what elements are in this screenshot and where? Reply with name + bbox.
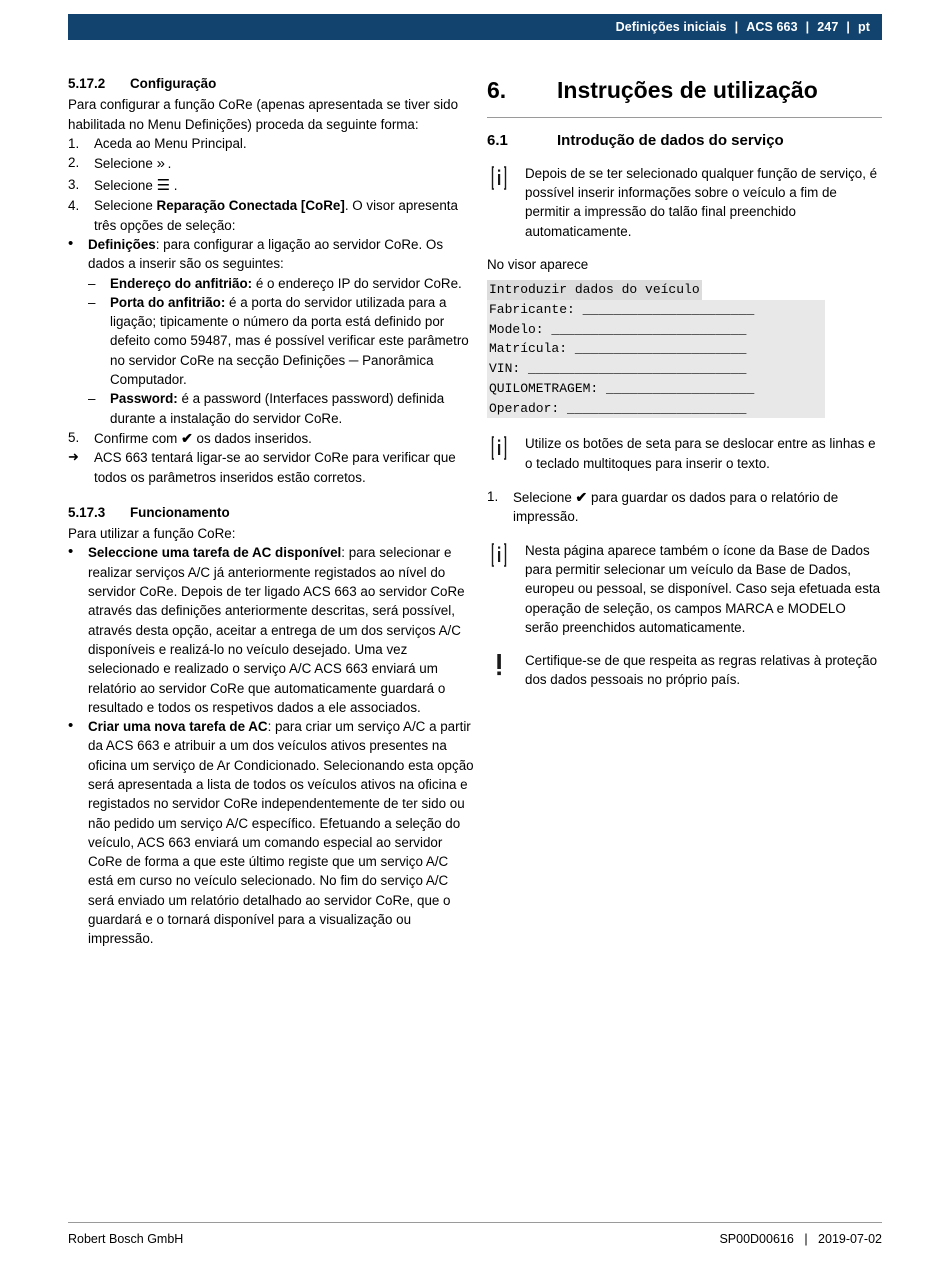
config-step-4-marker: 4. xyxy=(68,198,80,214)
note-info-1-text: Depois de se ter selecionado qualquer função de serviço, é possível inserir informações sobre o veículo a fim de permitir a impressão do talão final preenchido automaticamente. xyxy=(525,165,878,239)
left-column xyxy=(68,74,474,949)
config-step-1-text: Aceda ao Menu Principal. xyxy=(94,135,247,151)
footer-doc-number: SP00D00616 xyxy=(719,1232,794,1246)
config-step-3-marker: 3. xyxy=(68,176,80,192)
footer-company: Robert Bosch GmbH xyxy=(68,1232,184,1246)
save-step-1-marker: 1. xyxy=(487,489,499,505)
header-product: ACS 663 xyxy=(746,20,798,34)
funcionamento-bullet-1-bold: Seleccione uma tarefa de AC disponível xyxy=(88,545,342,561)
right-column xyxy=(487,74,882,704)
info-icon xyxy=(491,542,513,568)
footer-separator: | xyxy=(804,1232,808,1246)
config-intro-text: Para configurar a função CoRe (apenas apresentada se tiver sido habilitada no Menu Definições) proceda da seguinte forma: xyxy=(68,97,459,132)
config-sub-porta xyxy=(88,293,474,389)
config-step-4-bold: Reparação Conectada [CoRe] xyxy=(156,198,345,214)
note-warning-1 xyxy=(487,651,882,690)
footer-doc-info xyxy=(719,1232,882,1246)
config-sub-password xyxy=(88,389,474,428)
hamburger-menu-icon: ☰ xyxy=(156,176,171,194)
chevrons-right-icon: » xyxy=(156,155,164,173)
config-step-5-text-pre: Confirme com xyxy=(94,430,182,446)
display-field-vin[interactable]: VIN: ____________________________ xyxy=(487,359,825,379)
note-info-3-text: Nesta página aparece também o ícone da Base de Dados para permitir selecionar um veículo da Base de Dados, europeu ou pessoal, se disponível. Caso seja efetuada esta operação de seleção, os campos MARCA e MODELO serão preenchidos automaticamente. xyxy=(525,542,881,635)
config-result-note xyxy=(68,448,474,487)
funcionamento-intro-text: Para utilizar a função CoRe: xyxy=(68,526,236,542)
save-step-1 xyxy=(487,487,882,527)
note-info-3 xyxy=(487,541,882,637)
display-title: Introduzir dados do veículo xyxy=(487,280,702,300)
display-field-fabricante[interactable]: Fabricante: ______________________ xyxy=(487,300,825,320)
footer-divider xyxy=(68,1222,882,1223)
header-language: pt xyxy=(858,20,870,34)
config-bullet-definicoes-bold: Definições xyxy=(88,236,156,252)
heading-5-17-3 xyxy=(68,503,474,522)
config-sub-password-marker: – xyxy=(88,391,96,407)
heading-5-17-3-title: Funcionamento xyxy=(130,504,230,520)
section-6-1-number: 6.1 xyxy=(487,132,508,150)
note-info-2-text: Utilize os botões de seta para se deslocar entre as linhas e o teclado multitoques para inserir o texto. xyxy=(525,436,876,471)
funcionamento-bullet-2-bold: Criar uma nova tarefa de AC xyxy=(88,719,268,735)
section-6-1-title: Introdução de dados do serviço xyxy=(557,132,784,150)
config-sub-endereco-marker: – xyxy=(88,275,96,291)
config-step-4-text-post: . O visor apresenta três opções de seleção: xyxy=(94,198,458,233)
footer-date: 2019-07-02 xyxy=(818,1232,882,1246)
config-step-2-suffix: . xyxy=(167,156,172,172)
section-heading-6-1 xyxy=(487,130,882,152)
config-bullet-definicoes-marker: • xyxy=(68,234,74,252)
info-icon-svg xyxy=(491,435,507,461)
funcionamento-bullet-2 xyxy=(68,717,474,949)
heading-5-17-2-title: Configuração xyxy=(130,76,217,91)
config-step-2-text: Selecione xyxy=(94,156,153,172)
config-sub-porta-marker: – xyxy=(88,294,96,310)
config-sub-endereco-text: é o endereço IP do servidor CoRe. xyxy=(252,275,462,291)
warning-icon xyxy=(491,652,513,678)
header-section: Definições iniciais xyxy=(615,20,727,34)
header-page-number: 247 xyxy=(817,20,839,34)
funcionamento-bullet-1-text: : para selecionar e realizar serviços A/C já anteriormente registados ao nível do servidor CoRe. Depois de ter ligado ACS 663 ao servidor CoRe através das definições anteriormente descritas, será possível, através desta opção, aceitar a entrega de um dos serviços A/C disponíveis e realizá-lo no veículo desejado. Uma vez selecionado e realizado o serviço A/C ACS 663 enviará um relatório ao servidor CoRe que automaticamente guardará o resultado e todos os respetivos dados a ele associados. xyxy=(88,545,465,715)
funcionamento-bullet-1 xyxy=(68,543,474,717)
funcionamento-bullet-1-marker: • xyxy=(68,543,74,561)
config-step-5-text-post: os dados inseridos. xyxy=(192,430,312,446)
config-step-3-suffix: . xyxy=(173,177,178,193)
config-sub-endereco-bold: Endereço do anfitrião: xyxy=(110,275,253,291)
chapter-number: 6. xyxy=(487,77,507,103)
config-sub-porta-text: é a porta do servidor utilizada para a ligação; tipicamente o número da porta está definido por defeito como 59487, mas é possível verificar este parâmetro no servidor CoRe na secção Definições ─ Panorâmica Computador. xyxy=(110,294,469,388)
config-step-4 xyxy=(68,196,474,235)
config-sub-password-bold: Password: xyxy=(110,391,178,407)
config-step-4-text-pre: Selecione xyxy=(94,198,157,214)
funcionamento-bullet-2-marker: • xyxy=(68,717,74,735)
config-step-1-marker: 1. xyxy=(68,135,80,151)
config-result-note-text: ACS 663 tentará ligar-se ao servidor CoRe para verificar que todos os parâmetros inseridos estão corretos. xyxy=(94,450,456,485)
header-separator-2: | xyxy=(805,20,810,34)
config-sub-porta-bold: Porta do anfitrião: xyxy=(110,294,226,310)
page-header-bar xyxy=(68,14,882,40)
info-icon-svg xyxy=(491,542,507,568)
heading-5-17-2 xyxy=(68,74,474,93)
arrow-right-icon: ➜ xyxy=(68,449,79,465)
warning-icon-svg xyxy=(491,652,507,678)
header-separator-1: | xyxy=(734,20,739,34)
heading-5-17-3-number: 5.17.3 xyxy=(68,504,106,520)
check-icon: ✔ xyxy=(181,429,193,446)
chapter-divider xyxy=(487,117,882,118)
save-step-1-text-post: para guardar os dados para o relatório de impressão. xyxy=(513,490,839,525)
device-display-mock xyxy=(487,280,825,418)
check-icon: ✔ xyxy=(575,489,588,506)
display-field-quilometragem[interactable]: QUILOMETRAGEM: ___________________ xyxy=(487,379,825,399)
config-step-5 xyxy=(68,428,474,448)
info-icon xyxy=(491,165,513,191)
save-step-1-text-pre: Selecione xyxy=(513,490,576,506)
display-field-modelo[interactable]: Modelo: _________________________ xyxy=(487,320,825,340)
chapter-title: Instruções de utilização xyxy=(557,77,818,103)
info-icon xyxy=(491,435,513,461)
config-sub-endereco xyxy=(88,274,474,293)
config-bullet-definicoes xyxy=(68,235,474,274)
config-step-5-marker: 5. xyxy=(68,429,80,445)
note-info-1 xyxy=(487,164,882,241)
config-sub-password-text: é a password (Interfaces password) definida durante a instalação do servidor CoRe. xyxy=(110,391,445,426)
config-bullet-definicoes-text: : para configurar a ligação ao servidor CoRe. Os dados a inserir são os seguintes: xyxy=(88,236,444,272)
config-step-2 xyxy=(68,153,474,175)
heading-5-17-2-number: 5.17.2 xyxy=(68,76,106,91)
config-step-3-text: Selecione xyxy=(94,177,153,193)
display-field-matricula[interactable]: Matrícula: ______________________ xyxy=(487,339,825,359)
note-info-2 xyxy=(487,434,882,473)
funcionamento-bullet-2-text: : para criar um serviço A/C a partir da ACS 663 e atribuir a um dos veículos ativos presentes na oficina um serviço de Ar Condicionado. Selecionando esta opção será apresentada a lista de todos os veículos ativos na oficina e registados no servidor CoRe independentemente de ter sido ou não pedido um serviço A/C específico. Efetuando a seleção do veículo, ACS 663 enviará um comando especial ao servidor CoRe de forma a que este último registe que um serviço A/C está em curso no veículo selecionado. No fim do serviço A/C será enviado um relatório detalhado ao servidor CoRe, que o guardará e o tornará disponível para a visualização ou impressão. xyxy=(88,719,474,947)
chapter-heading xyxy=(487,74,882,107)
config-step-1 xyxy=(68,134,474,153)
info-icon-svg xyxy=(491,165,507,191)
display-intro-text: No visor aparece xyxy=(487,256,589,272)
config-step-2-marker: 2. xyxy=(68,155,80,171)
display-field-operador[interactable]: Operador: _______________________ xyxy=(487,399,825,419)
header-separator-3: | xyxy=(846,20,850,34)
note-warning-1-text: Certifique-se de que respeita as regras relativas à proteção dos dados pessoais no próprio país. xyxy=(525,653,878,688)
config-step-3 xyxy=(68,175,474,197)
